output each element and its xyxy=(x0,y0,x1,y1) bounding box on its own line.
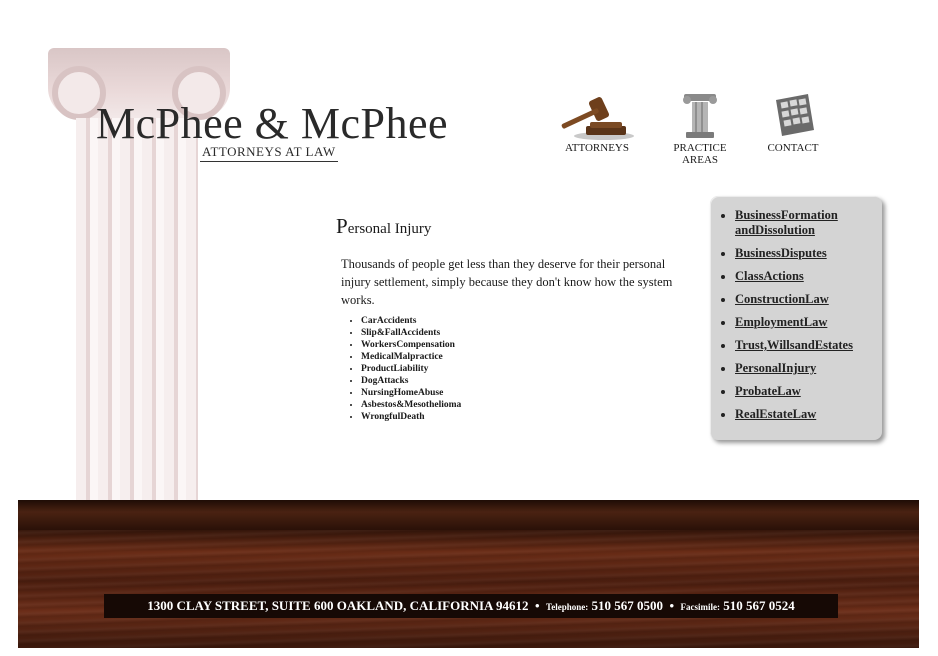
firm-logo[interactable] xyxy=(96,99,449,164)
sidebar-item-trusts-wills xyxy=(735,338,882,353)
logo-name: McPhee & McPhee xyxy=(96,99,449,148)
page-title-initial: P xyxy=(336,214,348,238)
footer-address: 1300 CLAY STREET, SUITE 600 OAKLAND, CALIFORNIA 94612 xyxy=(147,598,529,613)
telephone-number: 510 567 0500 xyxy=(591,598,663,613)
sidebar-item-business-formation xyxy=(735,208,882,238)
practice-areas-list xyxy=(710,196,882,422)
list-item: • NursingHomeAbuse xyxy=(361,387,686,399)
gavel-icon xyxy=(552,92,642,140)
sidebar-link-probate-law[interactable]: ProbateLaw xyxy=(735,384,801,398)
nav-attorneys[interactable] xyxy=(552,92,642,154)
sidebar-item-probate-law xyxy=(735,384,882,399)
services-list xyxy=(336,315,686,423)
list-item: • ProductLiability xyxy=(361,363,686,375)
footer-separator: • xyxy=(669,598,675,613)
list-item: • DogAttacks xyxy=(361,375,686,387)
practice-areas-sidebar xyxy=(710,196,882,440)
nav-contact[interactable] xyxy=(754,92,832,154)
page-title-rest: ersonal Injury xyxy=(347,221,432,237)
sidebar-item-real-estate-law xyxy=(735,407,882,422)
footer-wood-rail xyxy=(18,500,919,530)
sidebar-link-construction-law[interactable]: ConstructionLaw xyxy=(735,292,829,306)
column-shaft xyxy=(76,118,198,501)
sidebar-item-personal-injury xyxy=(735,361,882,376)
main-content xyxy=(336,214,686,423)
sidebar-link-employment-law[interactable]: EmploymentLaw xyxy=(735,315,828,329)
sidebar-link-business-disputes[interactable]: BusinessDisputes xyxy=(735,246,827,260)
sidebar-link-trusts-wills[interactable]: Trust,WillsandEstates xyxy=(735,338,853,352)
fax-label: Facsimile: xyxy=(680,602,721,612)
list-item: • CarAccidents xyxy=(361,315,686,327)
column-icon xyxy=(680,92,720,140)
sidebar-link-business-formation[interactable]: BusinessFormation andDissolution xyxy=(735,208,838,237)
keypad-icon xyxy=(768,92,818,140)
intro-paragraph: Thousands of people get less than they deserve for their personal injury settlement, simply because they don't know how the system works. xyxy=(341,257,673,307)
nav-practice-areas[interactable] xyxy=(660,92,740,166)
sidebar-link-personal-injury[interactable]: PersonalInjury xyxy=(735,361,817,375)
list-item: • Slip&FallAccidents xyxy=(361,327,686,339)
list-item: • WrongfulDeath xyxy=(361,411,686,423)
telephone-label: Telephone: xyxy=(546,602,589,612)
address-bar xyxy=(104,594,838,618)
page-title xyxy=(336,214,686,239)
nav-attorneys-label: ATTORNEYS xyxy=(565,142,629,154)
logo-tagline: ATTORNEYS AT LAW xyxy=(200,144,338,162)
list-item: • MedicalMalpractice xyxy=(361,351,686,363)
fax-number: 510 567 0524 xyxy=(723,598,795,613)
sidebar-item-business-disputes xyxy=(735,246,882,261)
list-item: • WorkersCompensation xyxy=(361,339,686,351)
sidebar-link-real-estate-law[interactable]: RealEstateLaw xyxy=(735,407,817,421)
list-item: • Asbestos&Mesothelioma xyxy=(361,399,686,411)
sidebar-link-class-actions[interactable]: ClassActions xyxy=(735,269,804,283)
sidebar-item-class-actions xyxy=(735,269,882,284)
footer xyxy=(18,500,919,648)
sidebar-item-construction-law xyxy=(735,292,882,307)
nav-contact-label: CONTACT xyxy=(767,142,819,154)
sidebar-item-employment-law xyxy=(735,315,882,330)
footer-separator: • xyxy=(534,598,540,613)
nav-practice-areas-label: PRACTICE AREAS xyxy=(673,142,727,166)
